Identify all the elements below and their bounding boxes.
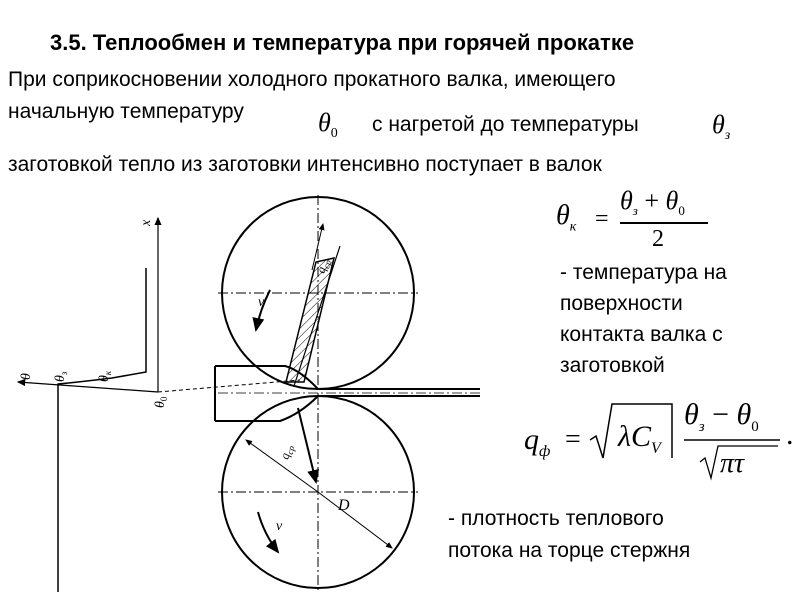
fraction-numerator-2: $\theta_з - \theta_0$	[684, 398, 759, 435]
q-label-lower: $q_{ср}$	[277, 444, 297, 461]
q-arrow-lower	[298, 408, 316, 482]
formula-period: .	[786, 418, 794, 451]
fraction-numerator-1: $\theta_з + \theta_0$	[620, 186, 685, 219]
intro-line-1: При соприкосновении холодного прокатного валка, имеющего	[8, 68, 616, 91]
thetaz-symbol: $\theta_з$	[712, 110, 731, 144]
temperature-profile	[58, 268, 146, 592]
theta-z-label: $\theta_з$	[53, 371, 69, 382]
rotation-arrow-lower	[258, 512, 278, 552]
intro-line-2: начальную температуру	[8, 100, 244, 123]
caption-flux: - плотность теплового потока на торце стержня	[448, 507, 691, 562]
theta-axis-arrow	[18, 382, 158, 392]
theta-0-label: $\theta_0$	[153, 396, 169, 408]
equals-sign-1: =	[595, 206, 609, 232]
fraction-denominator-1: 2	[652, 226, 664, 252]
equals-sign-2: =	[565, 424, 581, 455]
pi-tau: πτ	[720, 448, 745, 479]
contact-leader	[158, 380, 300, 392]
theta-axis-label: θ	[19, 373, 34, 380]
v-label-upper: v	[258, 295, 265, 310]
v-label-lower: v	[276, 519, 283, 534]
sqrt-sign-outer	[590, 404, 672, 458]
hatched-heat-band	[286, 258, 334, 382]
slide-title: 3.5. Теплообмен и температура при горячей прокатке	[50, 30, 635, 55]
axis-x-label: x	[139, 219, 154, 226]
intro-line-3: заготовкой тепло из заготовки интенсивно поступает в валок	[8, 153, 602, 176]
theta-k-lhs: $\theta_к$	[556, 200, 577, 235]
strip-bottom-edge	[215, 396, 318, 421]
diameter-label: D	[338, 497, 350, 514]
q-label-upper: $q_{ср}$	[313, 258, 334, 275]
lambda-cv: $\lambda C_V$	[618, 420, 661, 457]
q-f-lhs: $q_ф$	[524, 423, 551, 460]
theta-k-label: $\theta_к$	[97, 370, 113, 382]
intro-line-2b: с нагретой до температуры	[372, 113, 639, 136]
sqrt-sign-inner	[700, 446, 778, 478]
diameter-arrow-right	[318, 492, 392, 548]
caption-temperature: - температура на поверхности контакта валка с заготовкой	[560, 261, 727, 377]
theta0-symbol: $\theta_0$	[318, 108, 338, 142]
